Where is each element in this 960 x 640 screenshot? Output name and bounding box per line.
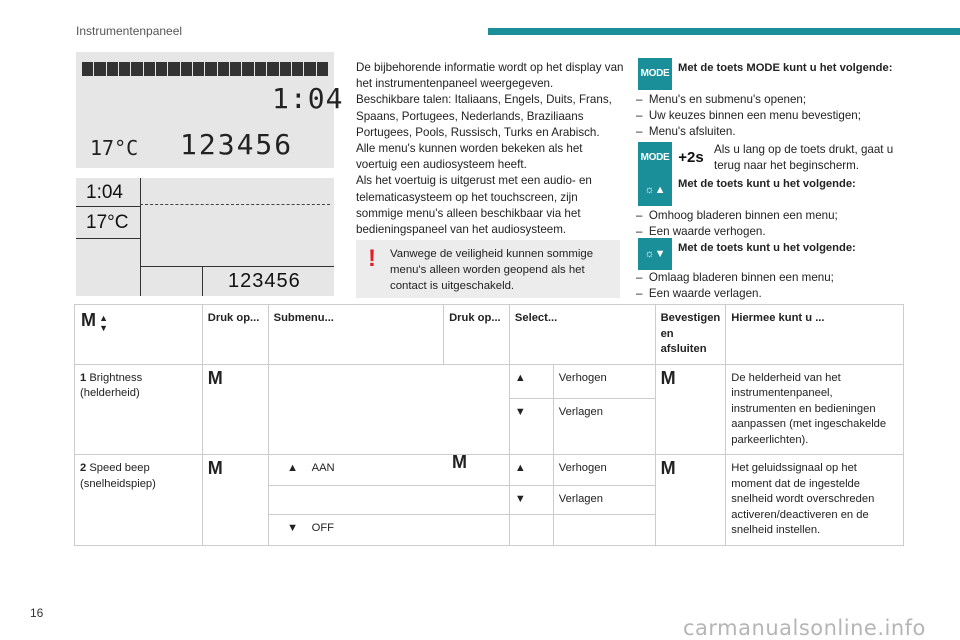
menu-table bbox=[74, 304, 904, 546]
dash: – bbox=[636, 209, 643, 222]
info-text bbox=[356, 60, 624, 238]
m-icon: M bbox=[452, 452, 467, 472]
dash: – bbox=[636, 225, 643, 238]
desc-cell: Het geluidssignaal op het moment dat de ingestelde snelheid wordt overschreden activeren/deactiveren en de snelheid instellen. bbox=[726, 455, 904, 546]
list-item: Uw keuzes binnen een menu bevestigen; bbox=[648, 109, 861, 122]
down-arrow-icon: ▼ bbox=[509, 486, 553, 515]
dash: – bbox=[636, 125, 643, 138]
lcd2-temperature: 17°C bbox=[86, 212, 129, 233]
watermark: carmanualsonline.info bbox=[683, 616, 926, 640]
submenu-cell bbox=[268, 514, 509, 545]
confirm-cell bbox=[655, 364, 726, 455]
submenu-cell bbox=[268, 486, 509, 515]
list-item: Omhoog bladeren binnen een menu; bbox=[648, 209, 838, 222]
up-heading: Met de toets kunt u het volgende: bbox=[678, 178, 856, 190]
up-arrow-icon: ▲ bbox=[99, 313, 109, 324]
m-icon: M bbox=[207, 367, 223, 388]
header-accent-bar bbox=[488, 28, 960, 35]
long-press-text: Als u lang op de toets drukt, gaat u terug naar het beginscherm. bbox=[714, 143, 894, 172]
m-icon: M bbox=[660, 367, 676, 388]
list-item: Een waarde verlagen. bbox=[648, 287, 762, 300]
down-arrow-icon: ▼ bbox=[99, 323, 109, 334]
list-item: Menu's afsluiten. bbox=[648, 125, 736, 138]
table-header: Bevestigen en afsluiten bbox=[655, 305, 726, 365]
lcd2-divider bbox=[76, 206, 140, 207]
lcd2-divider bbox=[202, 266, 203, 296]
dash: – bbox=[636, 109, 643, 122]
up-arrow-icon: ▲ bbox=[287, 462, 299, 474]
paragraph: Als het voertuig is uitgerust met een audio- en telematicasysteem op het touchscreen, zijn sommige menu's alleen beschikbaar via het bedieningspaneel van het audiosysteem. bbox=[356, 174, 592, 237]
lcd2-divider bbox=[140, 266, 334, 267]
lcd2-clock: 1:04 bbox=[86, 182, 123, 203]
select-cell: Verlagen bbox=[553, 399, 655, 455]
paragraph: De bijbehorende informatie wordt op het display van het instrumentenpaneel weergegeven. bbox=[356, 61, 624, 91]
warning-text: Vanwege de veiligheid kunnen sommige menu's alleen worden geopend als het contact is uitgeschakeld. bbox=[390, 248, 594, 292]
table-header-row bbox=[75, 305, 904, 365]
up-arrow-icon: ▲ bbox=[509, 364, 553, 399]
submenu-cell bbox=[268, 455, 509, 486]
header-title: Instrumentenpaneel bbox=[76, 24, 183, 38]
long-press-icon: +2s bbox=[678, 149, 704, 166]
dash: – bbox=[636, 271, 643, 284]
list-item: Omlaag bladeren binnen een menu; bbox=[648, 271, 834, 284]
lcd1-odometer: 123456 bbox=[180, 128, 294, 161]
list-item: Een waarde verhogen. bbox=[648, 225, 766, 238]
lcd2-dashed-line bbox=[140, 204, 330, 205]
menu-item-cell: 2 Speed beep (snelheidspiep) bbox=[75, 455, 203, 546]
lcd1-temperature: 17°C bbox=[90, 136, 139, 160]
segment-row bbox=[82, 62, 328, 76]
select-cell: Verhogen bbox=[553, 364, 655, 399]
down-arrow-icon: ▼ bbox=[287, 521, 299, 534]
submenu-on: AAN bbox=[311, 462, 335, 474]
select-cell: Verhogen bbox=[553, 455, 655, 486]
mode-button-icon: MODE bbox=[638, 58, 672, 90]
press-cell bbox=[202, 455, 268, 546]
lcd2-divider bbox=[140, 178, 141, 296]
select-cell bbox=[509, 514, 553, 545]
table-header: Hiermee kunt u ... bbox=[726, 305, 904, 365]
table-header: Select... bbox=[509, 305, 655, 365]
dash: – bbox=[636, 287, 643, 300]
header-icon-cell bbox=[75, 305, 203, 365]
warning-box bbox=[356, 240, 620, 298]
down-heading: Met de toets kunt u het volgende: bbox=[678, 242, 856, 254]
table-row bbox=[75, 455, 904, 486]
brightness-up-icon: ☼▲ bbox=[638, 174, 672, 206]
mode-button-icon: MODE bbox=[638, 142, 672, 174]
table-header: Druk op... bbox=[444, 305, 510, 365]
m-icon: M bbox=[207, 458, 223, 478]
brightness-down-icon: ☼▼ bbox=[638, 238, 672, 270]
paragraph: Beschikbare talen: Italiaans, Engels, Duits, Frans, Spaans, Portugees, Nederlands, Braziliaans Portugees, Pools, Russisch, Turks en Arabisch. bbox=[356, 93, 612, 139]
dash: – bbox=[636, 93, 643, 106]
m-icon: M bbox=[660, 458, 676, 478]
table-row bbox=[75, 364, 904, 399]
warning-icon: ! bbox=[368, 245, 376, 272]
press-cell bbox=[202, 364, 268, 455]
mode-heading: Met de toets MODE kunt u het volgende: bbox=[678, 62, 893, 74]
menu-item-cell: 1 Brightness (helderheid) bbox=[75, 364, 203, 455]
paragraph: Alle menu's kunnen worden bekeken als het voertuig een audiosysteem heeft. bbox=[356, 142, 583, 172]
select-cell: Verlagen bbox=[553, 486, 655, 515]
list-item: Menu's en submenu's openen; bbox=[648, 93, 807, 106]
submenu-cell bbox=[268, 364, 509, 455]
lcd2-odometer: 123456 bbox=[228, 270, 301, 292]
table-header: Druk op... bbox=[202, 305, 268, 365]
confirm-cell bbox=[655, 455, 726, 546]
select-cell bbox=[553, 514, 655, 545]
lcd2-divider bbox=[76, 238, 140, 239]
lcd-display-segment bbox=[76, 52, 344, 168]
page-number: 16 bbox=[30, 606, 44, 620]
lcd-display-matrix bbox=[76, 178, 334, 296]
m-icon: M bbox=[81, 310, 96, 330]
table-header: Submenu... bbox=[268, 305, 443, 365]
submenu-off: OFF bbox=[311, 521, 334, 534]
lcd1-clock: 1:04 bbox=[272, 82, 344, 115]
desc-cell: De helderheid van het instrumentenpaneel, instrumenten en bedieningen aanpassen (met ingeschakelde parkeerlichten). bbox=[726, 364, 904, 455]
down-arrow-icon: ▼ bbox=[509, 399, 553, 455]
up-arrow-icon: ▲ bbox=[509, 455, 553, 486]
